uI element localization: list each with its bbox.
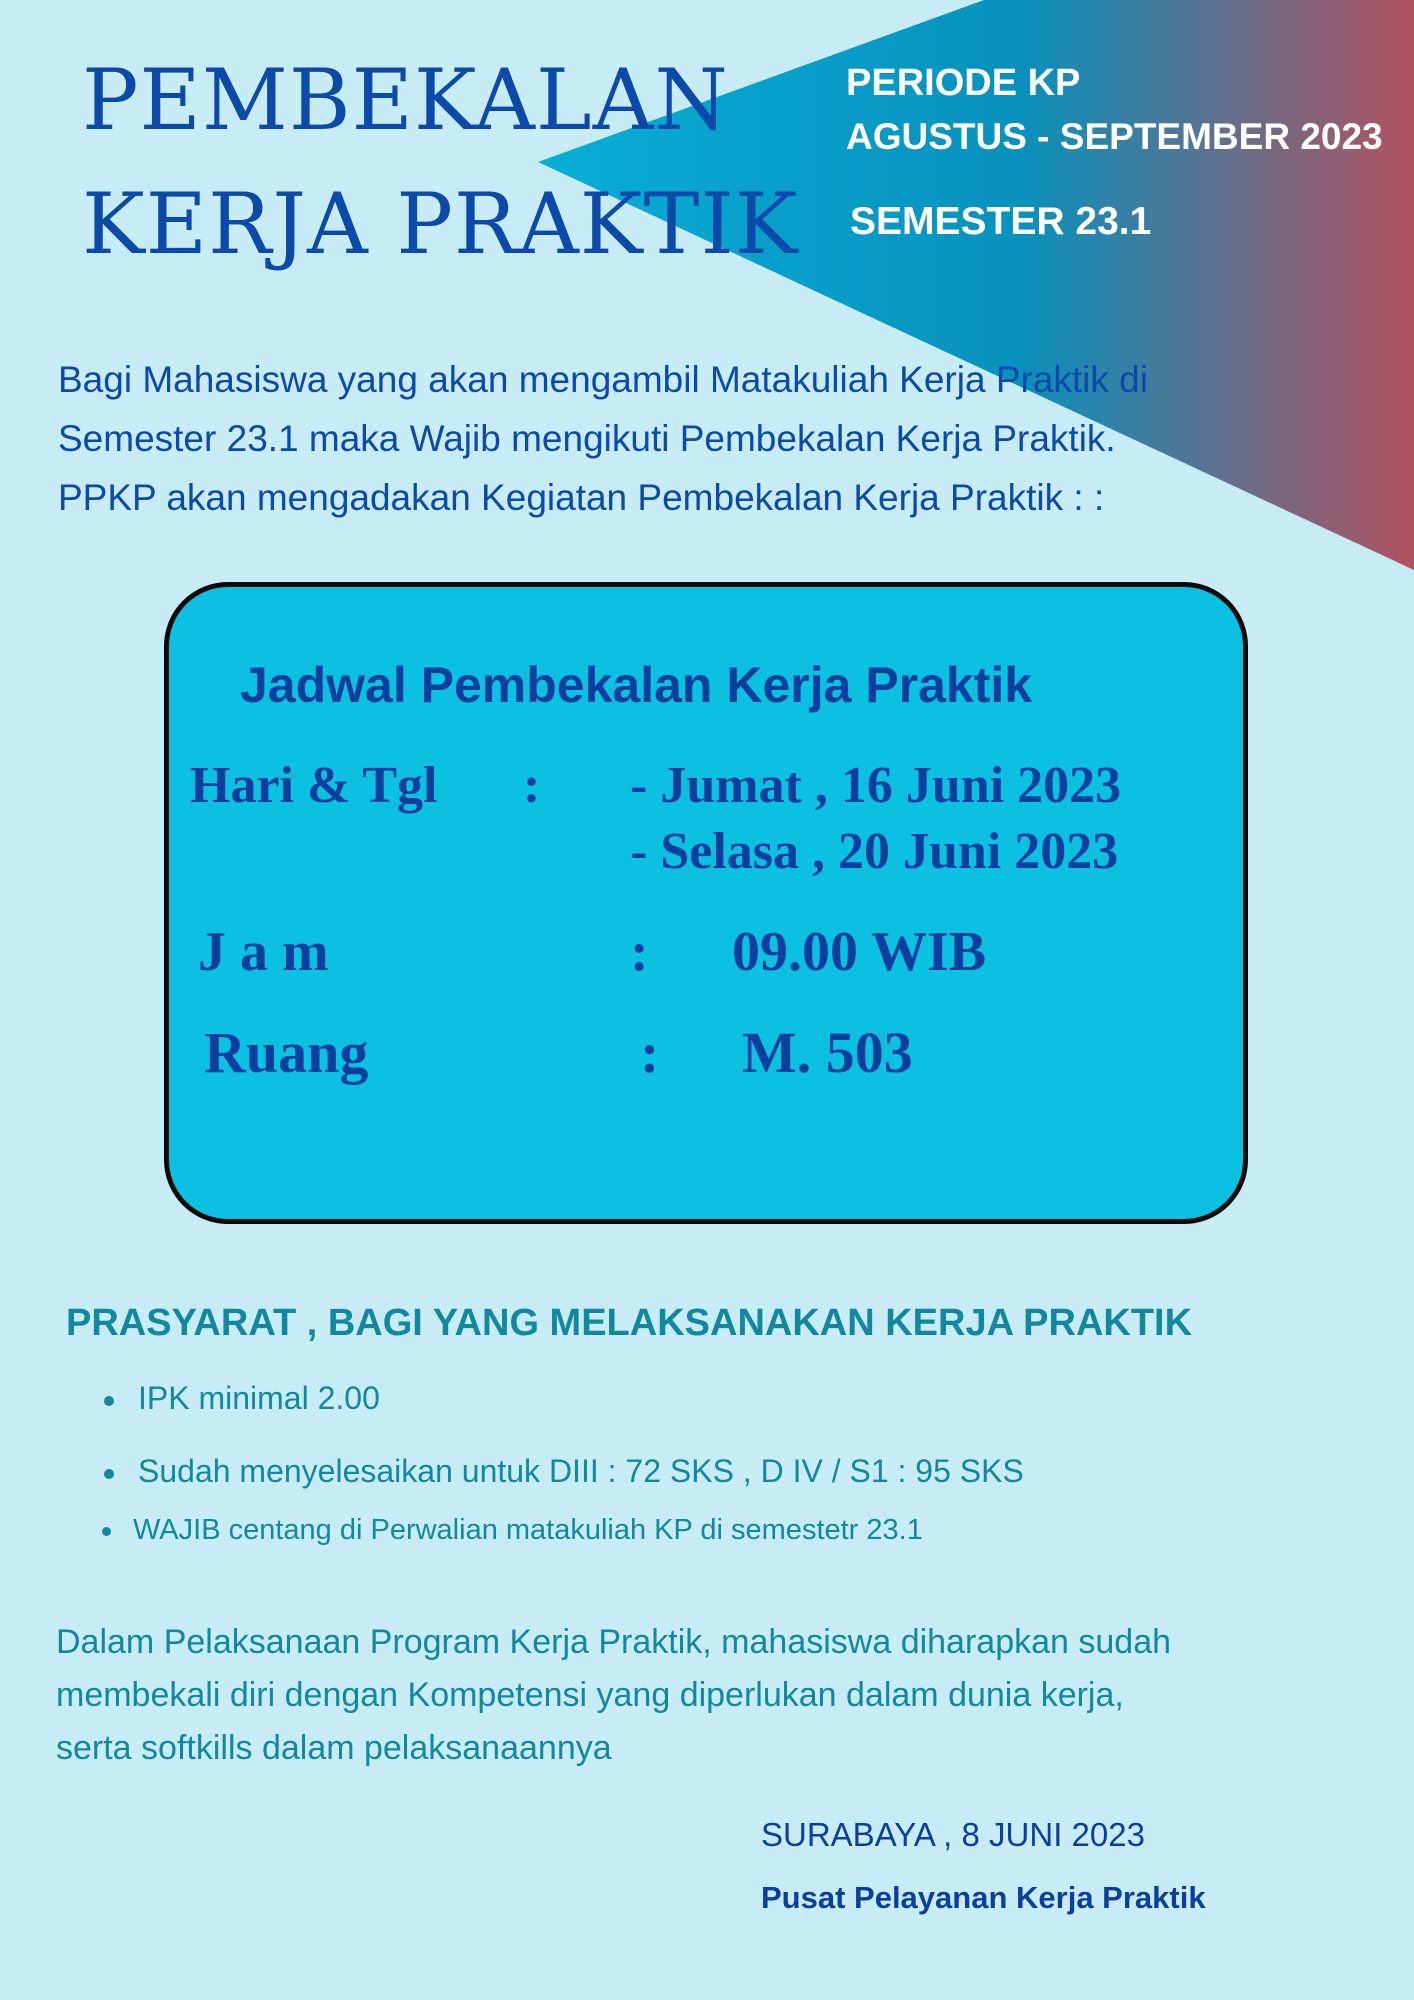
date-colon: : <box>523 757 541 814</box>
list-item-text: WAJIB centang di Perwalian matakuliah KP di semestetr 23.1 <box>133 1514 923 1546</box>
intro-paragraph <box>58 350 1398 527</box>
bullet-icon <box>102 1527 111 1536</box>
room-label: Ruang <box>204 1020 369 1085</box>
closing-line: Dalam Pelaksanaan Program Kerja Praktik, mahasiswa diharapkan sudah <box>56 1623 1172 1661</box>
date-label: Hari & Tgl <box>190 757 438 814</box>
page-title-line-1: PEMBEKALAN <box>82 51 729 149</box>
intro-line: PPKP akan mengadakan Kegiatan Pembekalan Kerja Praktik : : <box>58 477 1105 518</box>
time-label: J a m <box>198 921 329 983</box>
room-value: M. 503 <box>742 1020 913 1085</box>
room-colon: : <box>640 1020 660 1085</box>
closing-line: serta softkills dalam pelaksanaannya <box>56 1729 612 1767</box>
list-item-text: Sudah menyelesaikan untuk DIII : 72 SKS , D IV / S1 : 95 SKS <box>138 1453 1024 1489</box>
list-item <box>104 1453 1024 1490</box>
bullet-icon <box>104 1469 114 1479</box>
period-range: AGUSTUS - SEPTEMBER 2023 <box>846 116 1383 157</box>
closing-line: membekali diri dengan Kompetensi yang diperlukan dalam dunia kerja, <box>56 1676 1124 1714</box>
list-item <box>104 1380 380 1417</box>
closing-paragraph <box>56 1616 1171 1775</box>
intro-line: Bagi Mahasiswa yang akan mengambil Matakuliah Kerja Praktik di <box>58 359 1148 400</box>
date-value-2: - Selasa , 20 Juni 2023 <box>630 823 1119 880</box>
list-item <box>102 1514 923 1547</box>
schedule-title: Jadwal Pembekalan Kerja Praktik <box>240 657 1033 713</box>
date-value-1: - Jumat , 16 Juni 2023 <box>630 757 1122 814</box>
period-label: PERIODE KP <box>846 62 1081 104</box>
signoff-organization: Pusat Pelayanan Kerja Praktik <box>761 1880 1206 1915</box>
intro-line: Semester 23.1 maka Wajib mengikuti Pembekalan Kerja Praktik. <box>58 418 1116 459</box>
bullet-icon <box>104 1396 114 1406</box>
page-title-line-2: KERJA PRAKTIK <box>82 175 799 273</box>
list-item-text: IPK minimal 2.00 <box>138 1380 380 1416</box>
time-value: 09.00 WIB <box>732 921 987 983</box>
time-colon: : <box>630 921 649 983</box>
semester-label: SEMESTER 23.1 <box>850 200 1152 243</box>
signoff-place-date: SURABAYA , 8 JUNI 2023 <box>761 1816 1145 1853</box>
requirements-title: PRASYARAT , BAGI YANG MELAKSANAKAN KERJA PRAKTIK <box>66 1302 1193 1344</box>
